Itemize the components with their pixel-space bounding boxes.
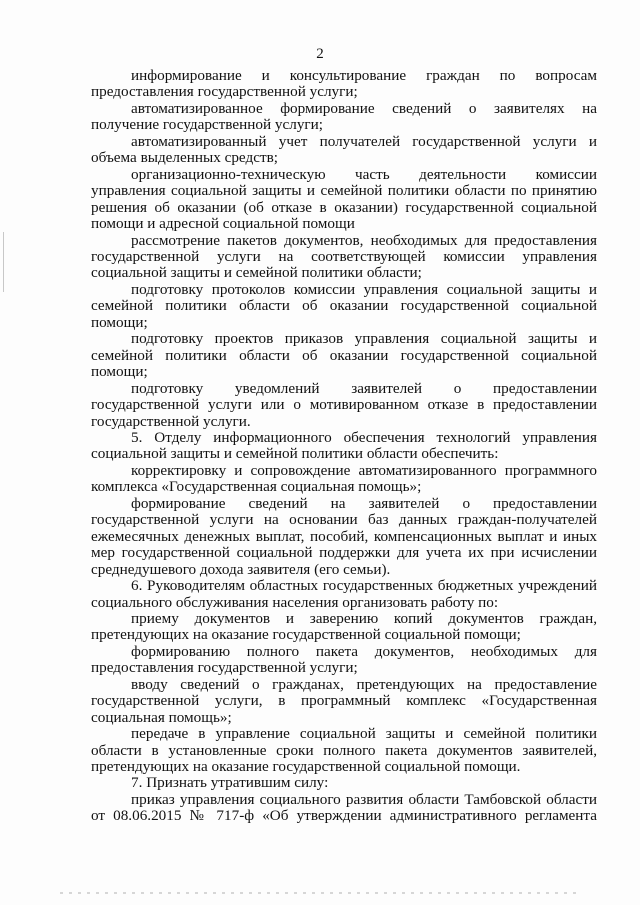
- document-body: [91, 68, 597, 825]
- paragraph: вводу сведений о гражданах, претендующих на предоставление государственной услуги, в программный комплекс «Государственная социальная помощь»;: [91, 675, 597, 726]
- paragraph: подготовку проектов приказов управления социальной защиты и семейной политики области об оказании государственной социальной помощи;: [91, 330, 597, 381]
- paragraph: информирование и консультирование граждан по вопросам предоставления государственной услуги;: [91, 67, 597, 101]
- paragraph: организационно-техническую часть деятельности комиссии управления социальной защиты и семейной политики области по принятию решения об оказании (об отказе в оказании) государственной социальной помощи и адресной социальной помощи: [91, 165, 597, 233]
- scan-edge-mark: [3, 232, 4, 292]
- paragraph: приему документов и заверению копий документов граждан, претендующих на оказание государственной социальной помощи;: [91, 609, 597, 644]
- paragraph: рассмотрение пакетов документов, необходимых для предоставления государственной услуги на соответствующей комиссии управления социальной защиты и семейной политики области;: [91, 231, 597, 282]
- paragraph: 6. Руководителям областных государственных бюджетных учреждений социального обслуживания населения организовать работу по:: [91, 577, 597, 611]
- paragraph: формированию полного пакета документов, необходимых для предоставления государственной услуги;: [91, 642, 597, 677]
- paragraph: передаче в управление социальной защиты и семейной политики области в установленные сроки полного пакета документов заявителей, претендующих на оказание государственной социальной помощи.: [91, 725, 597, 776]
- page-number: 2: [316, 46, 324, 62]
- paragraph: 5. Отделу информационного обеспечения технологий управления социальной защиты и семейной политики области обеспечить:: [91, 428, 597, 463]
- paragraph: автоматизированное формирование сведений о заявителях на получение государственной услуги;: [91, 99, 597, 134]
- scan-bottom-noise: [60, 892, 580, 894]
- paragraph: автоматизированный учет получателей государственной услуги и объема выделенных средств;: [91, 132, 597, 167]
- paragraph: 7. Признать утратившим силу:: [131, 774, 329, 792]
- paragraph: приказ управления социального развития области Тамбовской области от 08.06.2015 № 717-ф «Об утверждении административного регламента: [91, 790, 597, 825]
- paragraph: формирование сведений на заявителей о предоставлении государственной услуги на основании баз данных граждан-получателей ежемесячных денежных выплат, пособий, компенсационных выплат и иных мер государственной социальной поддержки для учета их при исчислении среднедушевого дохода заявителя (его семьи).: [91, 494, 597, 578]
- paragraph: подготовку протоколов комиссии управления социальной защиты и семейной политики области об оказании государственной социальной помощи;: [91, 280, 597, 331]
- paragraph: подготовку уведомлений заявителей о предоставлении государственной услуги или о мотивированном отказе в предоставлении государственной услуги.: [91, 379, 597, 430]
- paragraph: корректировку и сопровождение автоматизированного программного комплекса «Государственная социальная помощь»;: [91, 461, 597, 496]
